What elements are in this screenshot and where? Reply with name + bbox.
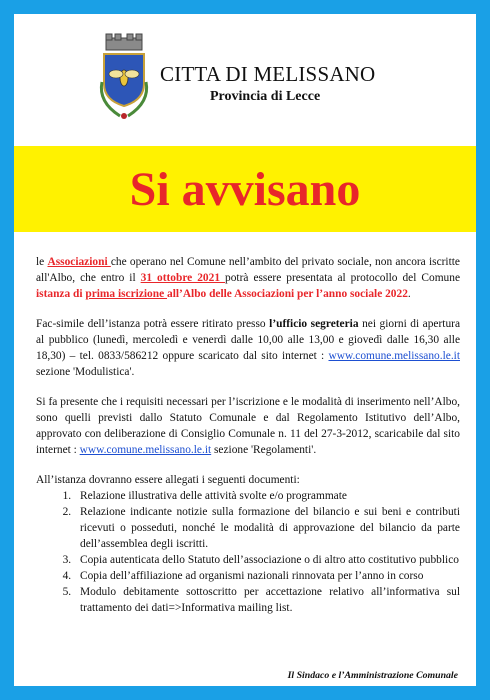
highlight-deadline: 31 ottobre 2021 — [140, 272, 226, 284]
notice-body — [36, 254, 460, 616]
text-fragment: sezione 'Regolamenti'. — [211, 444, 317, 456]
text-fragment: le — [36, 256, 48, 268]
list-item: 1. Relazione illustrativa delle attività svolte e/o programmate — [74, 488, 460, 504]
list-item: 2. Relazione indicante notizie sulla formazione del bilancio e sui beni e contributi ricevuti o posseduti, nonché le modalità di approvazione del bilancio da parte dell’assemblea degli iscritti. — [74, 504, 460, 552]
town-name: CITTA DI MELISSANO — [160, 62, 376, 86]
paragraph-requirements — [36, 394, 460, 458]
highlight-ufficio: l’ufficio segreteria — [269, 318, 359, 330]
text-fragment: nei giorni di apertura al pubblico (lunedì, mercoledì e venerdì dalle 10,00 alle 13,00 e giovedì dalle 16,30 alle 18,30) – tel. 0833/586212 oppure scaricato dal sito internet : — [36, 318, 460, 362]
signature: Il Sindaco e l’Amministrazione Comunale — [287, 670, 458, 681]
documents-intro: All’istanza dovranno essere allegati i seguenti documenti: — [36, 474, 300, 486]
list-item: 3. Copia autenticata dello Statuto dell’associazione o di altro atto costitutivo pubblico — [74, 552, 460, 568]
text-fragment: potrà essere presentata al protocollo del Comune — [225, 272, 461, 284]
text-fragment: . — [407, 288, 411, 300]
text-fragment: sezione 'Modulistica'. — [36, 366, 135, 378]
notice-sheet — [14, 14, 476, 686]
website-link[interactable]: www.comune.melissano.le.it — [328, 350, 460, 362]
text-fragment: Si fa presente che i requisiti necessari per l’iscrizione e le modalità di inserimento nell’Albo, sono quelli previsti dallo Statuto Comunale e dal Regolamento Istitutivo dell’Albo, approvato con deliberazione di Consiglio Comunale n. 11 del 27-3-2012, scaricabile dal sito internet : — [36, 396, 460, 456]
highlight-associazioni: Associazioni — [47, 256, 111, 268]
header — [14, 14, 476, 126]
documents-list — [36, 488, 460, 616]
text-fragment: Fac-simile dell’istanza potrà essere ritirato presso — [36, 318, 270, 330]
list-item: 4. Copia dell’affiliazione ad organismi nazionali rinnovata per l’anno in corso — [74, 568, 460, 584]
town-crest-icon — [94, 32, 154, 122]
paragraph-eligibility — [36, 254, 460, 302]
highlight-albo: all’Albo delle Associazioni per l’anno sociale 2022 — [167, 288, 408, 300]
text-fragment: che operano nel Comune nell’ambito del privato sociale, non ancora iscritte all'Albo, che entro il — [36, 256, 460, 284]
list-item: 5. Modulo debitamente sottoscritto per accettazione relativo all’informativa sul trattamento dei dati=>Informativa mailing list. — [74, 584, 460, 616]
province-name: Provincia di Lecce — [210, 89, 321, 104]
highlight-prima-iscrizione: prima iscrizione — [85, 288, 167, 300]
notice-title: Si avvisano — [129, 163, 361, 216]
highlight-istanza: istanza di — [36, 288, 86, 300]
paragraph-form-pickup — [36, 316, 460, 380]
website-link[interactable]: www.comune.melissano.le.it — [79, 444, 212, 456]
